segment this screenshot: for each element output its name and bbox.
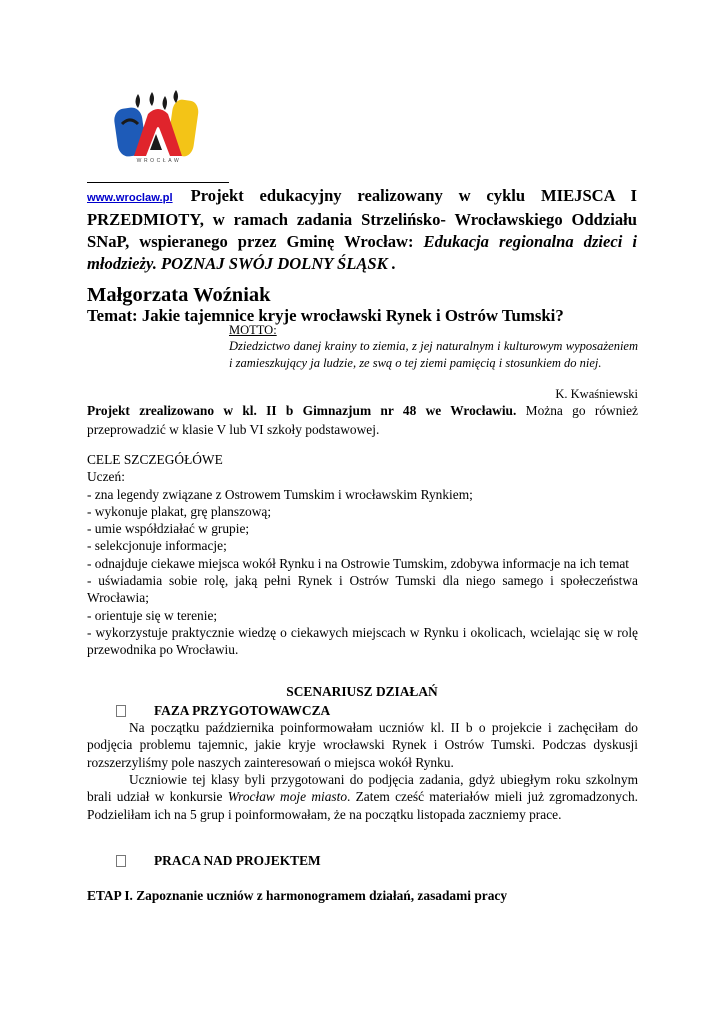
checkbox-bullet-icon: [116, 855, 126, 867]
preparation-paragraph-2: [87, 771, 638, 823]
goals-section: [87, 451, 638, 659]
goal-item: - wykonuje plakat, grę planszową;: [87, 503, 272, 519]
logo-flame-1: [136, 94, 141, 108]
intro-italic-text: Edukacja regionalna dzieci i młodzieży. POZNAJ SWÓJ DOLNY ŚLĄSK .: [87, 232, 637, 273]
author-name: Małgorzata Woźniak: [87, 284, 271, 306]
logo-flame-3: [163, 96, 168, 110]
preparation-paragraph-1: Na początku października poinformowałam uczniów kl. II b o projekcie i zachęciłam do podjęcia problemu tajemnic, jakie kryje wrocławski Rynek i Ostrów Tumski. Podczas dyskusji rozszerzyliśmy pole naszych zainteresowań o miejsca wokół Rynku.: [87, 720, 638, 770]
goal-item: - odnajduje ciekawe miejsca wokół Rynku i na Ostrowie Tumskim, zdobywa informacje na ich temat: [87, 555, 630, 571]
wroclaw-link[interactable]: www.wroclaw.pl: [87, 192, 173, 204]
goal-item: - selekcjonuje informacje;: [87, 538, 227, 554]
realization-rest: Można go również przeprowadzić w klasie V lub VI szkoły podstawowej.: [87, 403, 638, 437]
logo-flame-2: [150, 92, 155, 106]
goal-item: - uświadamia sobie rolę, jaką pełni Rynek i Ostrów Tumski dla niego samego i społeczeństwa Wrocławia;: [87, 573, 638, 606]
goal-item: - orientuje się w terenie;: [87, 607, 218, 623]
checkbox-bullet-icon: [116, 705, 126, 717]
para2-text-b: . Zatem cześć materiałów mieli już zgromadzonych. Podzieliłam ich na 5 grup i poinformowałam, że na początku listopada zaczniemy prace.: [87, 789, 638, 822]
phase-heading-project-work: [87, 853, 321, 869]
motto-text: Dziedzictwo danej krainy to ziemia, z jej naturalnym i kulturowym wyposażeniem i zamieszkujący ja ludzie, ze swą o tej ziemi pamięcią i stosunkiem do niej.: [229, 339, 638, 370]
goal-item: - wykorzystuje praktycznie wiedzę o ciekawych miejscach w Rynku i okolicach, wcielając się w rolę przewodnika po Wrocławiu.: [87, 624, 638, 658]
phase-label: PRACA NAD PROJEKTEM: [154, 853, 321, 868]
goal-item: - umie współdziałać w grupie;: [87, 521, 250, 537]
motto-label: MOTTO:: [229, 323, 277, 337]
scenario-title: SCENARIUSZ DZIAŁAŃ: [286, 684, 438, 699]
intro-paragraph: [87, 185, 637, 275]
topic-title: Temat: Jakie tajemnice kryje wrocławski Rynek i Ostrów Tumski?: [87, 306, 564, 325]
phase-heading-preparation: [87, 703, 330, 719]
goals-intro: Uczeń:: [87, 469, 125, 485]
logo-caption: WROCŁAW: [136, 158, 182, 164]
phase-label: FAZA PRZYGOTOWAWCZA: [154, 703, 331, 718]
goal-item: - zna legendy związane z Ostrowem Tumskim i wrocławskim Rynkiem;: [87, 486, 473, 502]
motto-author: K. Kwaśniewski: [555, 387, 638, 401]
stage-heading: ETAP I. Zapoznanie uczniów z harmonogramem działań, zasadami pracy: [87, 888, 508, 903]
wroclaw-logo: [112, 90, 204, 168]
header-divider: [87, 182, 229, 183]
realization-info: [87, 401, 638, 439]
contest-name: Wrocław moje miasto: [227, 789, 348, 805]
realization-bold: Projekt zrealizowano w kl. II b Gimnazjum nr 48 we Wrocławiu.: [87, 403, 517, 418]
para2-text-a: Uczniowie tej klasy byli przygotowani do podjęcia zadania, gdyż ubiegłym roku szkolnym brali udział w konkursie: [87, 772, 638, 805]
intro-text: Projekt edukacyjny realizowany w cyklu MIEJSCA I PRZEDMIOTY, w ramach zadania Strzelińsko- Wrocławskiego Oddziału SNaP, wspieranego przez Gminę Wrocław:: [87, 186, 637, 251]
logo-flame-4: [174, 90, 179, 103]
goals-heading: CELE SZCZEGÓŁÓWE: [87, 452, 223, 467]
